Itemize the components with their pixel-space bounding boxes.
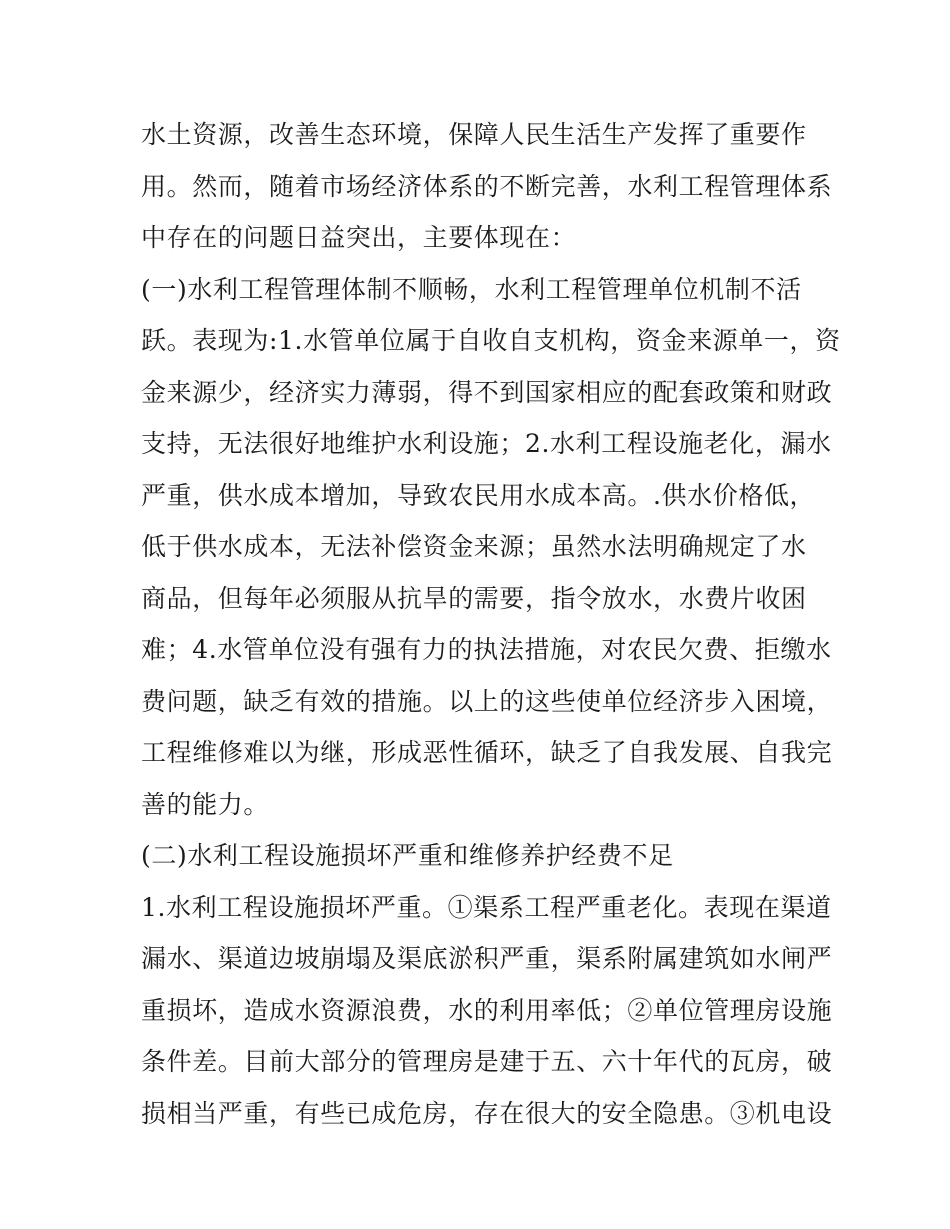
- text-line: 重损坏，造成水资源浪费，水的利用率低；②单位管理房设施: [141, 995, 833, 1025]
- text-line: 低于供水成本，无法补偿资金来源；虽然水法明确规定了水: [141, 532, 807, 561]
- text-line: 条件差。目前大部分的管理房是建于五、六十年代的瓦房，破: [141, 1047, 833, 1076]
- text-line: 难；4.水管单位没有强有力的执法措施，对农民欠费、拒缴水: [141, 635, 832, 664]
- section-heading-line: (二)水利工程设施损坏严重和维修养护经费不足: [141, 841, 674, 870]
- text-line: 漏水、渠道边坡崩塌及渠底淤积严重，渠系附属建筑如水闸严: [141, 944, 833, 973]
- text-line: 工程维修难以为继，形成恶性循环，缺乏了自我发展、自我完: [141, 738, 833, 767]
- text-line: 金来源少，经济实力薄弱，得不到国家相应的配套政策和财政: [141, 377, 833, 407]
- text-line: 中存在的问题日益突出，主要体现在：: [141, 223, 577, 252]
- text-line: 支持，无法很好地维护水利设施；2.水利工程设施老化，漏水: [141, 429, 832, 458]
- text-line: 跃。表现为:1.水管单位属于自收自支机构，资金来源单一，资: [141, 326, 841, 355]
- text-line: 费问题，缺乏有效的措施。以上的这些使单位经济步入困境，: [141, 686, 833, 716]
- section-heading-line: (一)水利工程管理体制不顺畅，水利工程管理单位机制不活: [141, 274, 802, 304]
- text-line: 用。然而，随着市场经济体系的不断完善，水利工程管理体系: [141, 171, 833, 201]
- text-line: 善的能力。: [141, 789, 270, 819]
- document-body-text: [141, 109, 841, 1139]
- text-line: 水土资源，改善生态环境，保障人民生活生产发挥了重要作: [141, 120, 807, 149]
- text-line: 1.水利工程设施损坏严重。①渠系工程严重老化。表现在渠道: [141, 892, 832, 922]
- text-line: 严重，供水成本增加，导致农民用水成本高。.供水价格低，: [141, 480, 816, 510]
- text-line: 商品，但每年必须服从抗旱的需要，指令放水，水费片收困: [141, 583, 807, 613]
- text-line: 损相当严重，有些已成危房，存在很大的安全隐患。③机电设: [141, 1098, 833, 1128]
